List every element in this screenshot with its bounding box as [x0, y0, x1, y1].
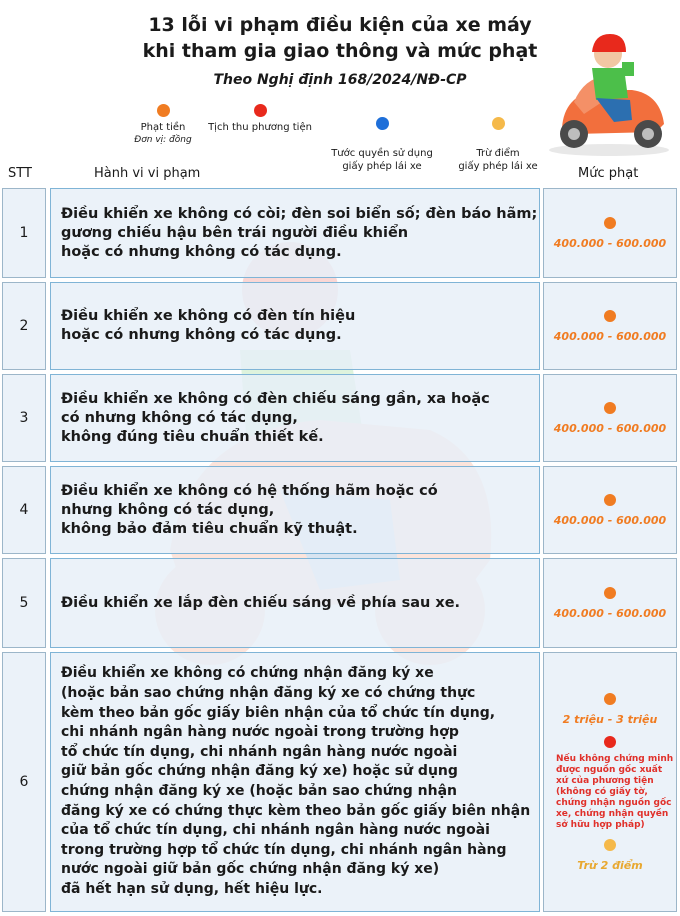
row-fine — [543, 188, 677, 278]
fine-amount: 400.000 - 600.000 — [553, 236, 667, 250]
legend-fine-sub: Đơn vị: đồng — [134, 135, 192, 145]
fine-dot-icon — [604, 310, 616, 322]
column-header-behavior: Hành vi vi phạm — [94, 166, 201, 181]
column-header-stt: STT — [8, 166, 32, 181]
legend-confiscate — [200, 104, 320, 134]
legend-fine — [118, 104, 208, 147]
fine-amount: 400.000 - 600.000 — [553, 606, 667, 620]
table-row — [0, 466, 680, 554]
row-stt: 6 — [2, 652, 46, 912]
table-row — [0, 374, 680, 462]
row-stt: 1 — [2, 188, 46, 278]
fine-amount: 2 triệu - 3 triệu — [562, 712, 658, 726]
license-points: Trừ 2 điểm — [577, 858, 643, 872]
fine-dot-icon — [604, 494, 616, 506]
row-description — [50, 558, 540, 648]
table-row — [0, 558, 680, 648]
page-title-line-2: khi tham gia giao thông và mức phạt — [142, 40, 538, 62]
row-description — [50, 282, 540, 370]
points-dot-icon — [604, 839, 616, 851]
motorbike-rider-illustration — [544, 18, 674, 158]
row-description — [50, 652, 540, 912]
legend-fine-label: Phạt tiền — [140, 122, 186, 133]
column-header-fine: Mức phạt — [578, 166, 639, 181]
row-stt: 5 — [2, 558, 46, 648]
row-fine — [543, 282, 677, 370]
fine-dot-icon — [604, 217, 616, 229]
confiscate-dot-icon — [254, 104, 267, 117]
row-fine — [543, 558, 677, 648]
legend-license-label: Tước quyền sử dụng giấy phép lái xe — [331, 148, 433, 172]
row-description-text: Điều khiển xe lắp đèn chiếu sáng về phía sau xe. — [61, 594, 461, 611]
row-stt: 3 — [2, 374, 46, 462]
row-fine — [543, 466, 677, 554]
fine-dot-icon — [604, 587, 616, 599]
legend-points — [448, 104, 548, 186]
fine-dot-icon — [604, 402, 616, 414]
row-stt: 4 — [2, 466, 46, 554]
row-description-text: Điều khiển xe không có chứng nhận đăng ký xe (hoặc bản sao chứng nhận đăng ký xe có chứng thực kèm theo bản gốc giấy biên nhận của tổ chức tín dụng, chi nhánh ngân hàng nước ngoài trong trường hợp tổ chức tín dụng, chi nhánh ngân hàng nước ngoài giữ bản gốc chứng nhận đăng ký xe) hoặc sử dụng chứng nhận đăng ký xe (hoặc bản sao chứng nhận đăng ký xe có chứng thực kèm theo bản gốc giấy biên nhận của tổ chức tín dụng, chi nhánh ngân hàng nước ngoài trong trường hợp tổ chức tín dụng, chi nhánh ngân hàng nước ngoài giữ bản gốc chứng nhận đăng ký xe) đã hết hạn sử dụng, hết hiệu lực. — [61, 665, 531, 897]
fine-dot-icon — [604, 693, 616, 705]
row-description — [50, 188, 540, 278]
table-row — [0, 188, 680, 278]
fine-amount: 400.000 - 600.000 — [553, 421, 667, 435]
row-description-text: Điều khiển xe không có còi; đèn soi biển số; đèn báo hãm; gương chiếu hậu bên trái người điều khiển hoặc có nhưng không có tác dụng. — [61, 205, 538, 260]
row-description-text: Điều khiển xe không có đèn tín hiệu hoặc có nhưng không có tác dụng. — [61, 308, 356, 343]
row-description — [50, 374, 540, 462]
legend-points-label: Trừ điểm giấy phép lái xe — [458, 148, 538, 172]
confiscate-dot-icon — [604, 736, 616, 748]
row-description-text: Điều khiển xe không có hệ thống hãm hoặc có nhưng không có tác dụng, không bảo đảm tiêu chuẩn kỹ thuật. — [61, 482, 438, 537]
header — [0, 0, 680, 172]
fine-amount: 400.000 - 600.000 — [553, 513, 667, 527]
confiscation-note: Nếu không chứng minh được nguồn gốc xuất xứ của phương tiện (không có giấy tờ, chứng nhận nguồn gốc xe, chứng nhận quyền sở hữu hợp pháp) — [556, 753, 674, 830]
legend-confiscate-label: Tịch thu phương tiện — [208, 122, 312, 133]
table-row — [0, 652, 680, 912]
row-fine — [543, 374, 677, 462]
page-title-line-1: 13 lỗi vi phạm điều kiện của xe máy — [148, 14, 532, 36]
table-row — [0, 282, 680, 370]
row-description-text: Điều khiển xe không có đèn chiếu sáng gần, xa hoặc có nhưng không có tác dụng, không đúng tiêu chuẩn thiết kế. — [61, 390, 490, 445]
points-dot-icon — [492, 117, 505, 130]
row-fine — [543, 652, 677, 912]
row-stt: 2 — [2, 282, 46, 370]
fine-amount: 400.000 - 600.000 — [553, 329, 667, 343]
legend-license — [322, 104, 442, 186]
fine-dot-icon — [157, 104, 170, 117]
page-subtitle: Theo Nghị định 168/2024/NĐ-CP — [213, 72, 467, 88]
license-dot-icon — [376, 117, 389, 130]
row-description — [50, 466, 540, 554]
